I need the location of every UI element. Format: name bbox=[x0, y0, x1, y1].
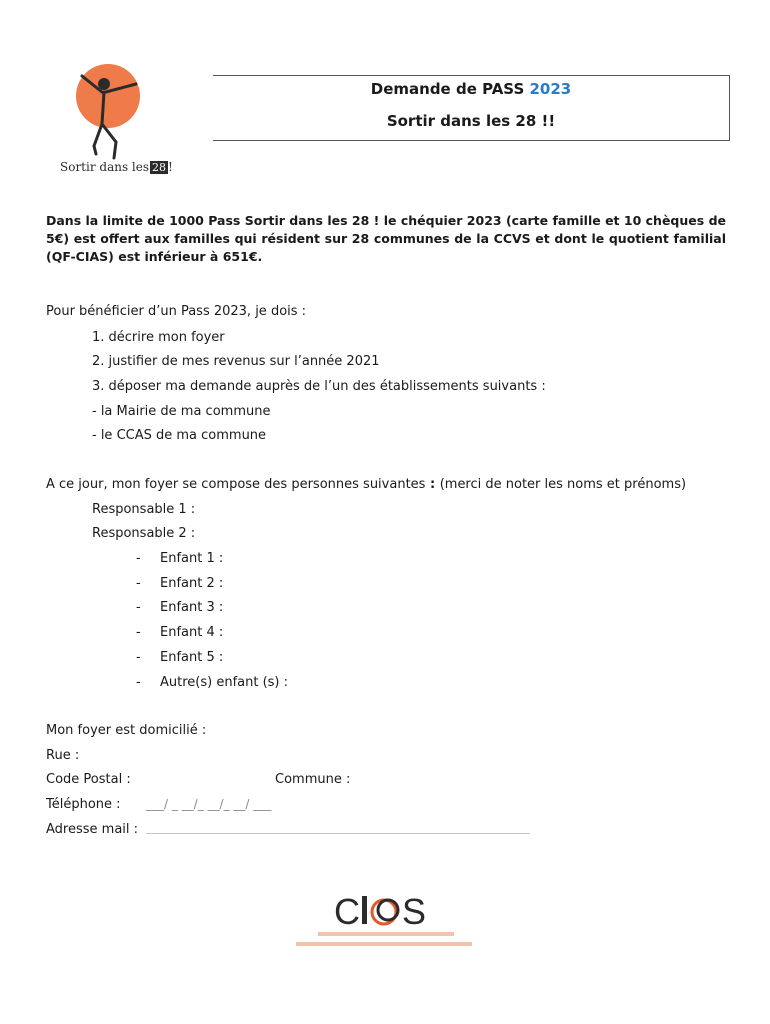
cias-logo-subtitle-line bbox=[318, 932, 454, 936]
enfant-1-field[interactable]: - Enfant 1 : bbox=[136, 551, 224, 566]
responsable-1-field[interactable]: Responsable 1 : bbox=[92, 502, 196, 517]
enfant-5-field[interactable]: - Enfant 5 : bbox=[136, 650, 224, 665]
svg-text:C: C bbox=[334, 891, 360, 930]
title-box bbox=[213, 75, 730, 141]
autres-enfants-field[interactable]: - Autre(s) enfant (s) : bbox=[136, 675, 289, 690]
sortir-logo-text: Sortir dans les 28 ! bbox=[60, 160, 173, 174]
code-postal-field[interactable]: Code Postal : bbox=[46, 772, 131, 787]
intro-paragraph: Dans la limite de 1000 Pass Sortir dans les 28 ! le chéquier 2023 (carte famille et 10 chèques de 5€) est offert aux familles qui résident sur 28 communes de la CCVS et dont le quotient familial (QF-CIAS) est inférieur à 651€. bbox=[46, 213, 726, 264]
responsable-2-field[interactable]: Responsable 2 : bbox=[92, 526, 196, 541]
step-item: 1. décrire mon foyer bbox=[92, 330, 225, 345]
page-subtitle: Sortir dans les 28 !! bbox=[386, 112, 556, 130]
cias-logo bbox=[330, 890, 440, 930]
step-item: - la Mairie de ma commune bbox=[92, 404, 271, 419]
svg-text:S: S bbox=[402, 891, 427, 930]
address-lead: Mon foyer est domicilié : bbox=[46, 723, 207, 738]
enfant-2-field[interactable]: - Enfant 2 : bbox=[136, 576, 224, 591]
title-year: 2023 bbox=[529, 80, 572, 98]
step-item: - le CCAS de ma commune bbox=[92, 428, 267, 443]
cias-logo-subtitle-line bbox=[296, 942, 472, 946]
enfant-4-field[interactable]: - Enfant 4 : bbox=[136, 625, 224, 640]
sortir-logo-number: 28 bbox=[152, 161, 167, 174]
step-item: 3. déposer ma demande auprès de l’un des établissements suivants : bbox=[92, 379, 546, 394]
email-label: Adresse mail : bbox=[46, 822, 139, 837]
enfant-3-field[interactable]: - Enfant 3 : bbox=[136, 600, 224, 615]
household-lead: A ce jour, mon foyer se compose des personnes suivantes : (merci de noter les noms et prénoms) bbox=[46, 477, 687, 492]
page-title: Demande de PASS 2023 bbox=[370, 80, 572, 98]
step-item: 2. justifier de mes revenus sur l’année 2021 bbox=[92, 354, 380, 369]
email-field[interactable] bbox=[146, 823, 530, 834]
telephone-field[interactable]: ___/ _ __/_ __/_ __/ ___ bbox=[146, 797, 272, 811]
steps-lead: Pour bénéficier d’un Pass 2023, je dois : bbox=[46, 304, 307, 319]
rue-field[interactable]: Rue : bbox=[46, 748, 80, 763]
telephone-label: Téléphone : bbox=[46, 797, 121, 812]
commune-field[interactable]: Commune : bbox=[275, 772, 351, 787]
